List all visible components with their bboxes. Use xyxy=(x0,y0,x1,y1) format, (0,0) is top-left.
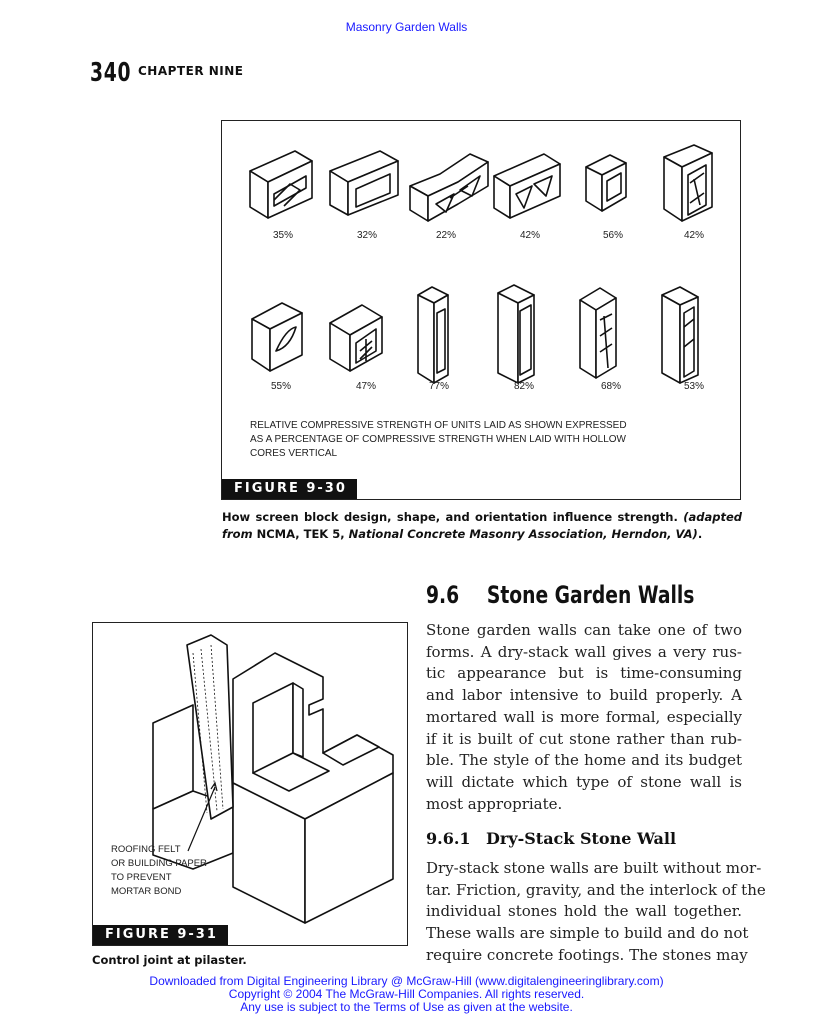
block-drawing xyxy=(330,151,398,215)
figure-note-line: RELATIVE COMPRESSIVE STRENGTH OF UNITS LAID AS SHOWN EXPRESSED xyxy=(250,420,627,431)
section-heading: 9.6 Stone Garden Walls xyxy=(426,581,695,609)
percentage-label: 32% xyxy=(356,230,378,241)
chapter-heading: CHAPTER NINE xyxy=(138,64,244,78)
footer-terms[interactable]: Any use is subject to the Terms of Use as given at the website. xyxy=(240,1000,573,1014)
figure-9-31-caption: Control joint at pilaster. xyxy=(92,953,247,967)
figure-note-line: CORES VERTICAL xyxy=(250,448,338,459)
block-drawing xyxy=(410,154,488,221)
figure-9-31-label: FIGURE 9-31 xyxy=(93,925,228,945)
screen-block-drawings xyxy=(222,121,740,499)
percentage-label: 77% xyxy=(428,381,450,392)
page-number: 340 xyxy=(90,58,132,88)
figure-9-30 xyxy=(221,120,741,500)
annotation-line: ROOFING FELT xyxy=(111,844,181,855)
section-intro-paragraph: Stone garden walls can take one of two forms. A dry-stack wall gives a very rus- tic appearance but is time-consuming and labor intensive to build properly. A mortared wall is more formal, especially if it is built of cut stone rather than rub- ble. The style of the home and its budget will dictate which type of stone wall is most appropriate. xyxy=(426,621,742,813)
subsection-heading: 9.6.1 Dry-Stack Stone Wall xyxy=(426,829,677,848)
percentage-label: 42% xyxy=(683,230,705,241)
annotation-line: MORTAR BOND xyxy=(111,886,182,897)
percentage-label: 55% xyxy=(270,381,292,392)
percentage-label: 47% xyxy=(355,381,377,392)
figure-9-31 xyxy=(92,622,408,946)
percentage-label: 68% xyxy=(600,381,622,392)
percentage-label: 22% xyxy=(435,230,457,241)
footer-copyright[interactable]: Copyright © 2004 The McGraw-Hill Companies. All rights reserved. xyxy=(228,987,585,1001)
pilaster-control-joint-drawing xyxy=(93,623,407,945)
annotation-line: TO PREVENT xyxy=(111,872,172,883)
block-drawing xyxy=(252,303,302,371)
running-title-link[interactable]: Masonry Garden Walls xyxy=(345,20,468,34)
percentage-label: 56% xyxy=(602,230,624,241)
percentage-label: 35% xyxy=(272,230,294,241)
figure-note-line: AS A PERCENTAGE OF COMPRESSIVE STRENGTH WHEN LAID WITH HOLLOW xyxy=(250,434,626,445)
block-drawing xyxy=(580,288,616,378)
figure-9-30-caption: How screen block design, shape, and orientation influence strength. (adapted from NCMA, TEK 5, National Concrete Masonry Association, Herndon, VA). xyxy=(222,510,742,541)
block-drawing xyxy=(418,287,448,383)
percentage-label: 42% xyxy=(519,230,541,241)
block-drawing xyxy=(664,145,712,221)
block-drawing xyxy=(250,151,312,218)
block-drawing xyxy=(662,287,698,383)
block-drawing xyxy=(494,154,560,218)
annotation-line: OR BUILDING PAPER xyxy=(111,858,207,869)
figure-9-30-label: FIGURE 9-30 xyxy=(222,479,357,499)
block-drawing xyxy=(330,305,382,371)
percentage-label: 53% xyxy=(683,381,705,392)
block-drawing xyxy=(498,285,534,383)
subsection-paragraph: Dry-stack stone walls are built without mor- tar. Friction, gravity, and the interlock of the individual stones hold the wall together. These walls are simple to build and do not require concrete footings. The stones may xyxy=(426,859,766,964)
footer-download-link[interactable]: Downloaded from Digital Engineering Library @ McGraw-Hill (www.digitalengineeringlibrary.com) xyxy=(149,974,664,988)
block-drawing xyxy=(586,155,626,211)
percentage-label: 82% xyxy=(513,381,535,392)
